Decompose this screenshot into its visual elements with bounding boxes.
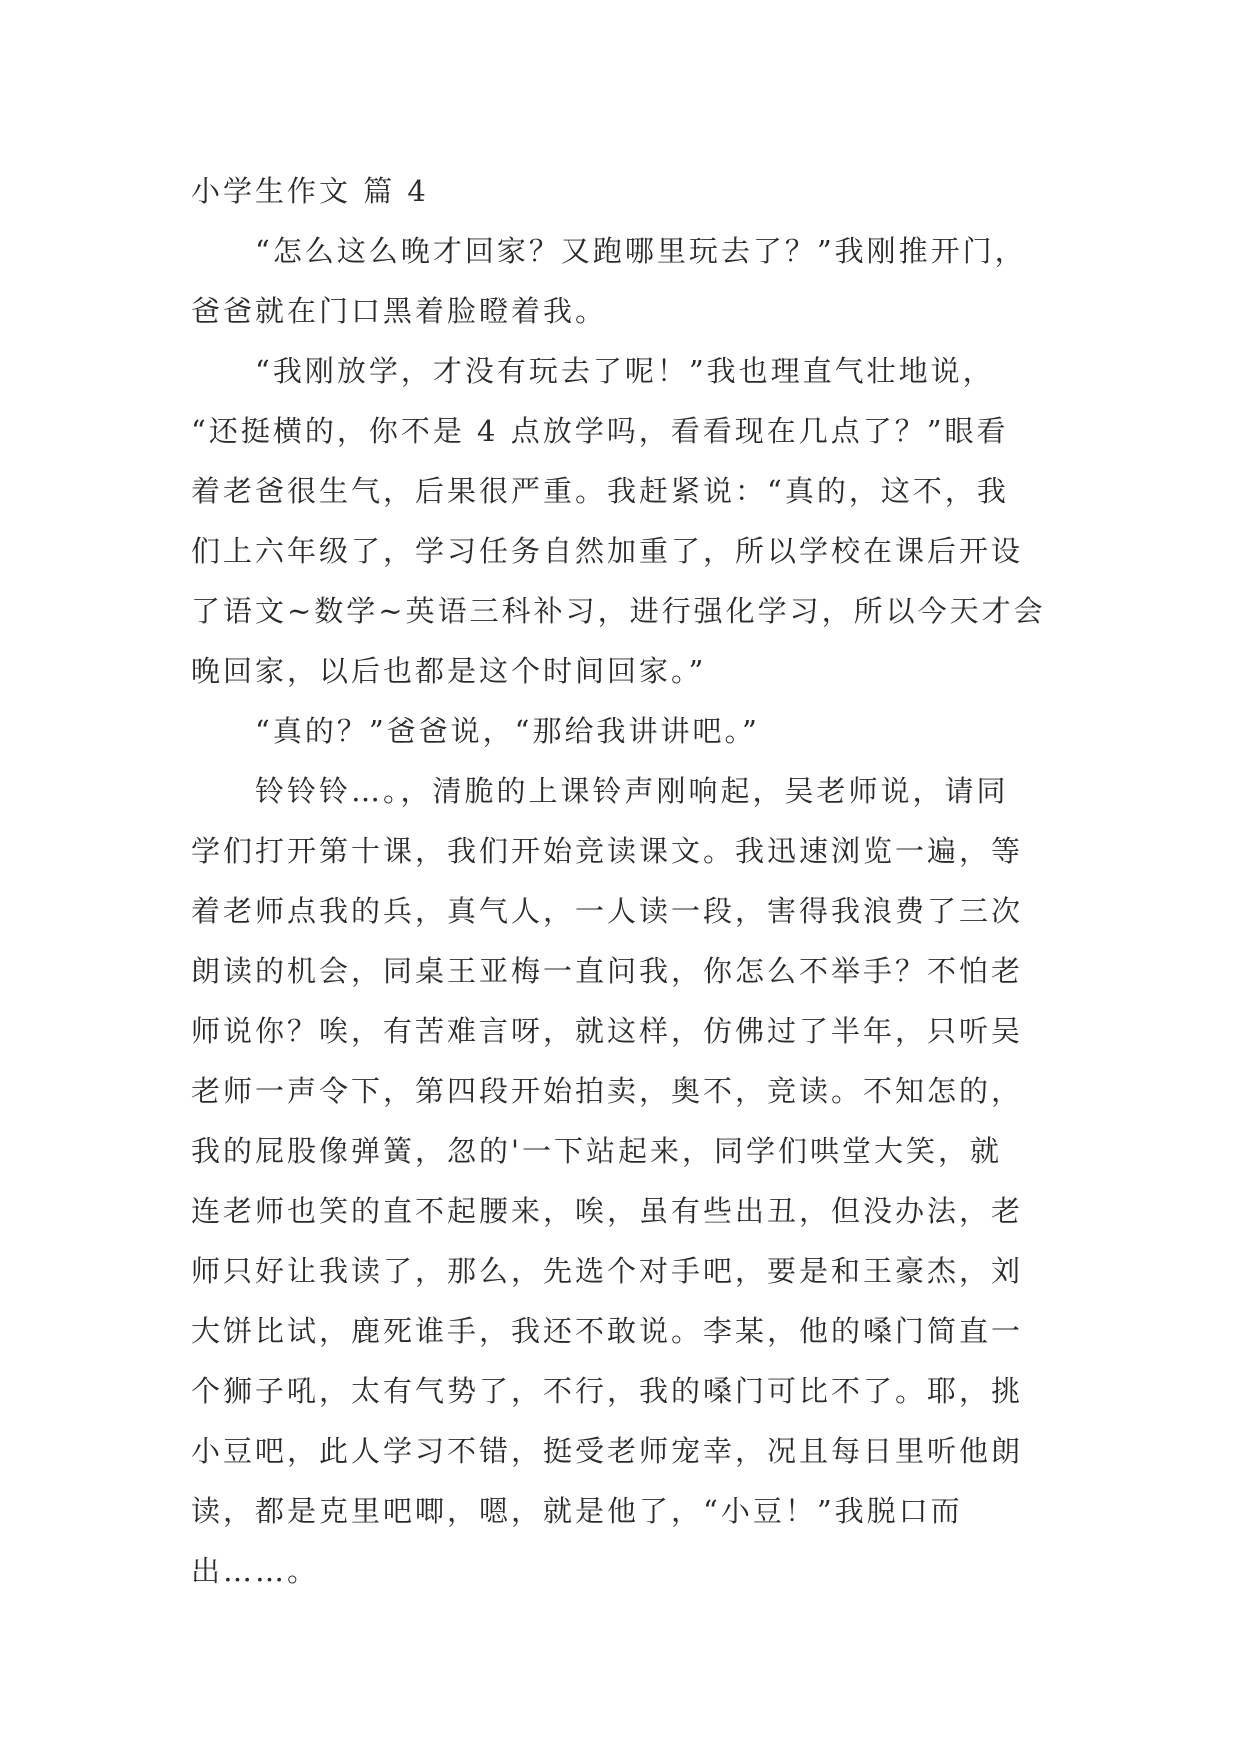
paragraph-line: “怎么这么晚才回家？又跑哪里玩去了？”我刚推开门， — [255, 234, 1027, 268]
paragraph-line: 着老爸很生气，后果很严重。我赶紧说：“真的，这不，我 — [191, 474, 1009, 508]
paragraph-line: 大饼比试，鹿死谁手，我还不敢说。李某，他的嗓门简直一 — [191, 1314, 1024, 1348]
paragraph-line: 着老师点我的兵，真气人，一人读一段，害得我浪费了三次 — [191, 894, 1024, 928]
paragraph-line: 晚回家，以后也都是这个时间回家。” — [191, 654, 707, 688]
paragraph-line: 出……。 — [191, 1554, 320, 1588]
paragraph-line: 读，都是克里吧唧，嗯，就是他了，“小豆！”我脱口而 — [191, 1494, 963, 1528]
paragraph-line: 老师一声令下，第四段开始拍卖，奥不，竞读。不知怎的， — [191, 1074, 1024, 1108]
paragraph-line: 爸爸就在门口黑着脸瞪着我。 — [191, 294, 608, 328]
paragraph-line: 连老师也笑的直不起腰来，唉，虽有些出丑，但没办法，老 — [191, 1194, 1024, 1228]
paragraph-line: “真的？”爸爸说，“那给我讲讲吧。” — [255, 714, 760, 748]
paragraph-line: 小豆吧，此人学习不错，挺受老师宠幸，况且每日里听他朗 — [191, 1434, 1024, 1468]
paragraph-line: 师只好让我读了，那么，先选个对手吧，要是和王豪杰，刘 — [191, 1254, 1024, 1288]
paragraph-line: 朗读的机会，同桌王亚梅一直问我，你怎么不举手？不怕老 — [191, 954, 1024, 988]
paragraph-line: “我刚放学，才没有玩去了呢！”我也理直气壮地说， — [255, 354, 995, 388]
paragraph-line: 学们打开第十课，我们开始竞读课文。我迅速浏览一遍，等 — [191, 834, 1024, 868]
paragraph-line: 们上六年级了，学习任务自然加重了，所以学校在课后开设 — [191, 534, 1024, 568]
paragraph-line: 铃铃铃…。，清脆的上课铃声刚响起，吴老师说，请同 — [255, 774, 1009, 808]
essay-text — [191, 161, 1091, 1601]
paragraph-line: 了语文~数学~英语三科补习，进行强化学习，所以今天才会 — [191, 594, 1046, 628]
paragraph-line: 个狮子吼，太有气势了，不行，我的嗓门可比不了。耶，挑 — [191, 1374, 1024, 1408]
paragraph-line: 我的屁股像弹簧，忽的'一下站起来，同学们哄堂大笑，就 — [191, 1134, 1002, 1168]
paragraph-line: “还挺横的，你不是 4 点放学吗，看看现在几点了？”眼看 — [191, 414, 1009, 448]
essay-title: 小学生作文 篇 4 — [191, 174, 429, 208]
paragraph-line: 师说你？唉，有苦难言呀，就这样，仿佛过了半年，只听吴 — [191, 1014, 1024, 1048]
